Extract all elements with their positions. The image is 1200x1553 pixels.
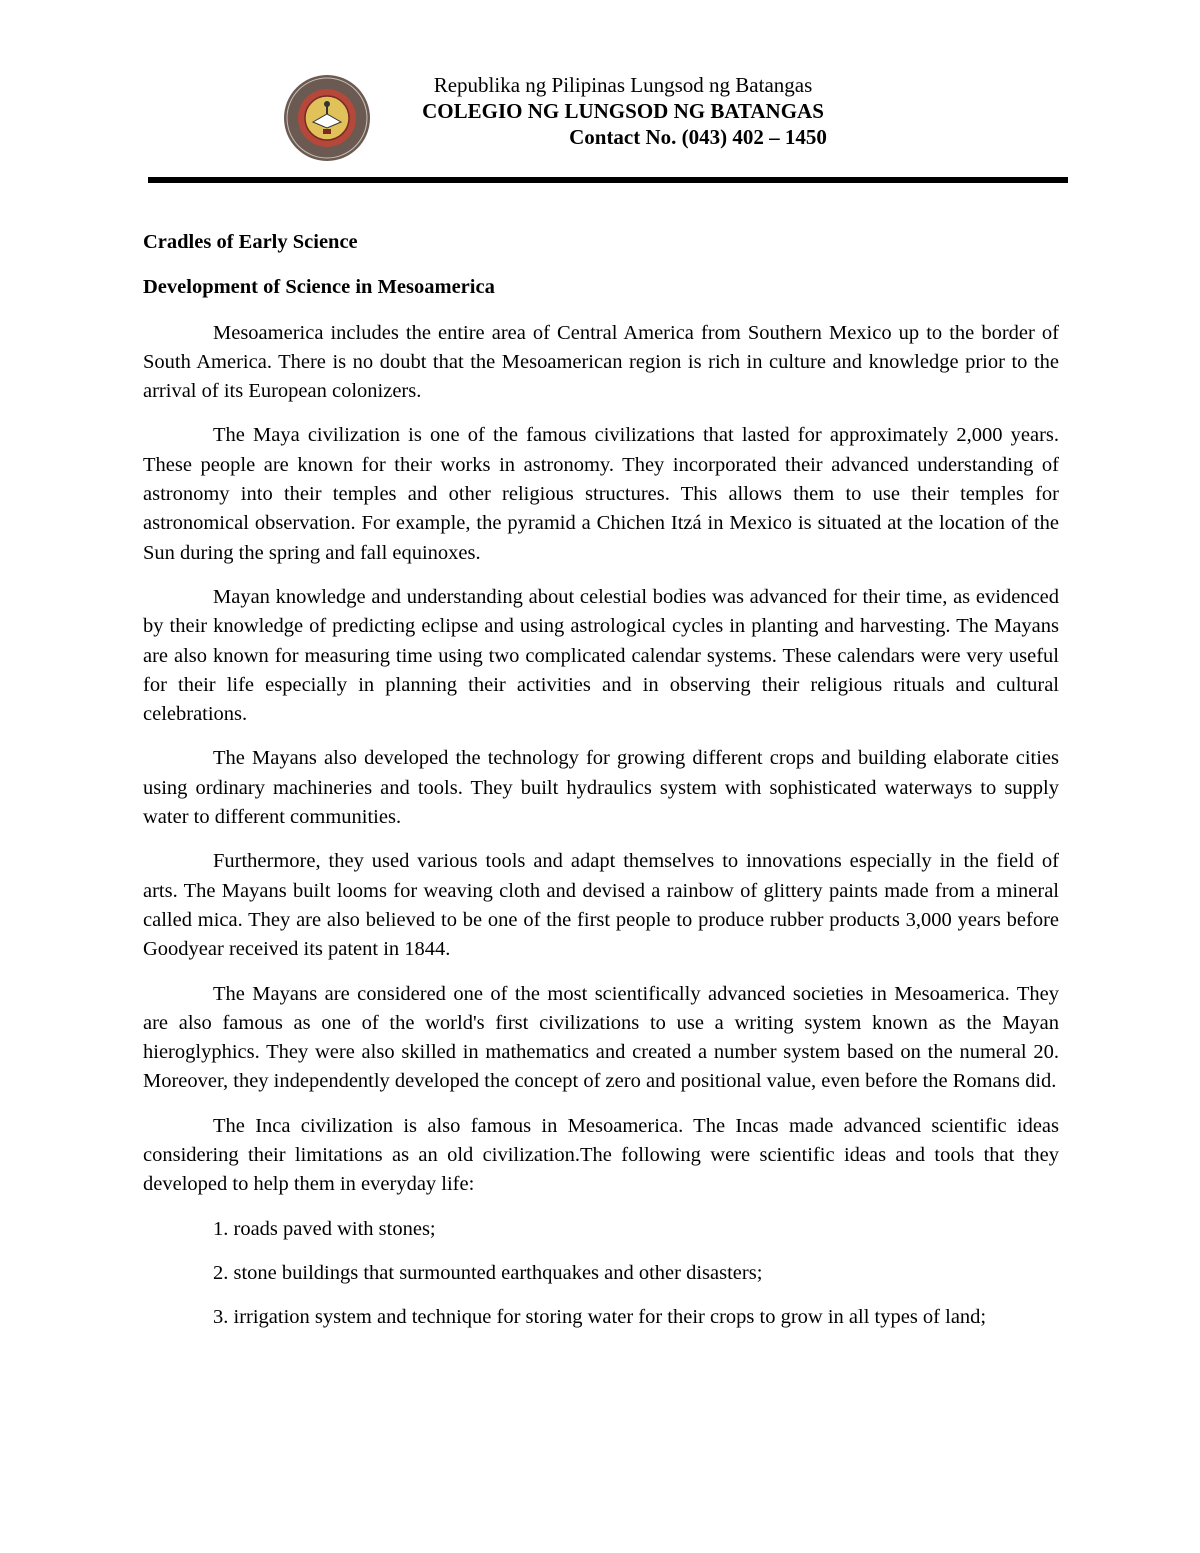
paragraph: Mesoamerica includes the entire area of Central America from Southern Mexico up to the border of South America. There is no doubt that the Mesoamerican region is rich in culture and knowledge prior to the arrival of its European colonizers.: [143, 321, 1059, 403]
paragraph: Mayan knowledge and understanding about celestial bodies was advanced for their time, as evidenced by their knowledge of predicting eclipse and using astrological cycles in planting and harvesting. The Mayans are also known for measuring time using two complicated calendar systems. These calendars were very useful for their life especially in planning their activities and in observing their religious rituals and cultural celebrations.: [143, 585, 1059, 726]
college-name: COLEGIO NG LUNGSOD NG BATANGAS: [422, 99, 824, 123]
letterhead-text: [388, 72, 858, 150]
paragraph: The Mayans are considered one of the most scientifically advanced societies in Mesoamerica. They are also famous as one of the world's first civilizations to use a writing system known as the Mayan hieroglyphics. They were also skilled in mathematics and created a number system based on the numeral 20. Moreover, they independently developed the concept of zero and positional value, even before the Romans did.: [143, 982, 1059, 1093]
document-subtitle: Development of Science in Mesoamerica: [143, 276, 495, 299]
paragraph: Furthermore, they used various tools and adapt themselves to innovations especially in the field of arts. The Mayans built looms for weaving cloth and devised a rainbow of glittery paints made from a mineral called mica. They are also believed to be one of the first people to produce rubber products 3,000 years before Goodyear received its patent in 1844.: [143, 850, 1059, 961]
document-title: Cradles of Early Science: [143, 231, 358, 253]
paragraph: The Mayans also developed the technology for growing different crops and building elaborate cities using ordinary machineries and tools. They built hydraulics system with sophisticated waterways to supply water to different communities.: [143, 747, 1059, 829]
contact-number: Contact No. (043) 402 – 1450: [569, 125, 827, 149]
header-divider: [148, 177, 1068, 183]
list-item: 1. roads paved with stones;: [213, 1217, 436, 1240]
letterhead: [0, 0, 1200, 190]
republic-line: Republika ng Pilipinas Lungsod ng Batangas: [433, 73, 813, 97]
college-seal-icon: [283, 74, 371, 162]
paragraph: The Inca civilization is also famous in Mesoamerica. The Incas made advanced scientific ideas considering their limitations as an old civilization.The following were scientific ideas and tools that they developed to help them in everyday life:: [143, 1114, 1059, 1196]
list-item: 3. irrigation system and technique for storing water for their crops to grow in all types of land;: [213, 1306, 987, 1329]
paragraph: The Maya civilization is one of the famous civilizations that lasted for approximately 2,000 years. These people are known for their works in astronomy. They incorporated their advanced understanding of astronomy into their temples and other religious structures. This allows them to use their temples for astronomical observation. For example, the pyramid a Chichen Itzá in Mexico is situated at the location of the Sun during the spring and fall equinoxes.: [143, 424, 1059, 564]
list-item: 2. stone buildings that surmounted earthquakes and other disasters;: [213, 1261, 763, 1284]
document-body: [143, 228, 1059, 1348]
